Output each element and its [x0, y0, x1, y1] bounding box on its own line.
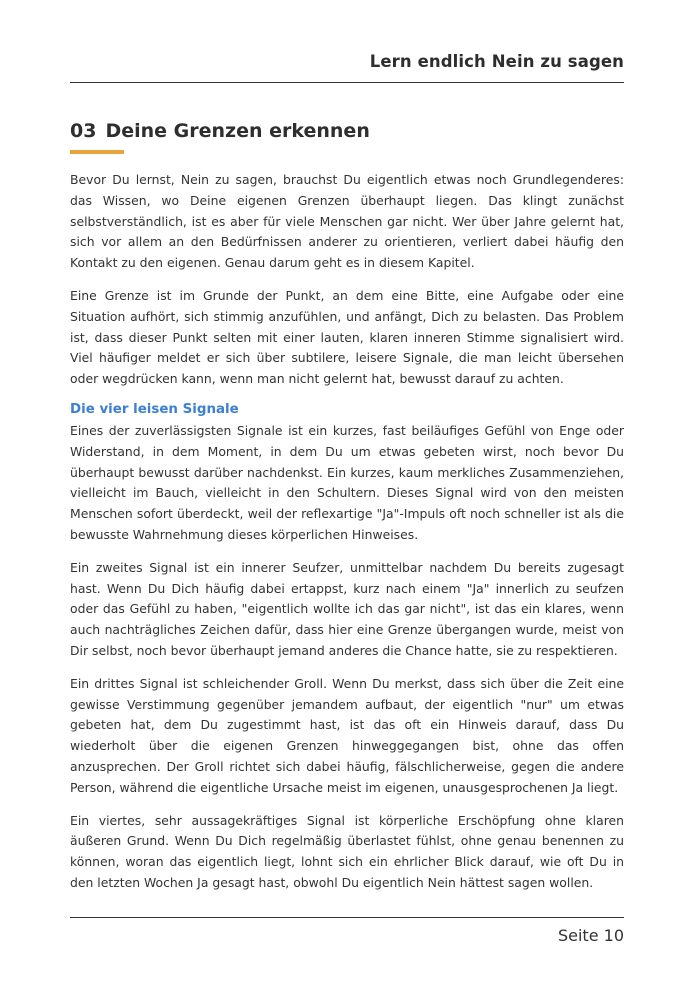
section-heading: Die vier leisen Signale	[70, 401, 239, 417]
chapter-heading	[70, 118, 624, 144]
heading-accent-bar	[70, 150, 124, 154]
intro-paragraph-1: Bevor Du lernst, Nein zu sagen, brauchst Du eigentlich etwas noch Grundlegenderes: das Wissen, wo Deine eigenen Grenzen überhaupt liegen. Das klingt zunächst selbstverständlich, ist es aber für viele Menschen gar nicht. Wer über Jahre gelernt hat, sich vor allem an den Bedürfnissen anderer zu orientieren, verliert dabei häufig den Kontakt zu den eigenen. Genau darum geht es in diesem Kapitel.	[70, 172, 624, 271]
intro-paragraph-2: Eine Grenze ist im Grunde der Punkt, an dem eine Bitte, eine Aufgabe oder eine Situation aufhört, sich stimmig anzufühlen, und anfängt, Dich zu belasten. Das Problem ist, dass dieser Punkt selten mit einer lauten, klaren inneren Stimme signalisiert wird. Viel häufiger meldet er sich über subtilere, leisere Signale, die man leicht übersehen oder wegdrücken kann, wenn man nicht gelernt hat, bewusst darauf zu achten.	[70, 287, 624, 387]
section-paragraph-1: Eines der zuverlässigsten Signale ist ein kurzes, fast beiläufiges Gefühl von Enge oder Widerstand, in dem Moment, in dem Du um etwas gebeten wirst, noch bevor Du überhaupt bewusst darüber nachdenkst. Ein kurzes, kaum merkliches Zusammenziehen, vielleicht im Bauch, vielleicht in den Schultern. Dieses Signal wird von den meisten Menschen sofort überdeckt, weil der reflexartige "Ja"-Impuls oft noch schneller ist als die bewusste Wahrnehmung dieses körperlichen Hinweises.	[70, 422, 624, 542]
page-content	[70, 118, 624, 906]
page-number: Seite 10	[557, 926, 624, 945]
chapter-title: Deine Grenzen erkennen	[105, 120, 370, 142]
book-title: Lern endlich Nein zu sagen	[369, 52, 624, 71]
section-paragraph-2: Ein zweites Signal ist ein innerer Seufzer, unmittelbar nachdem Du bereits zugesagt hast. Wenn Du Dich häufig dabei ertappst, kurz nach einem "Ja" innerlich zu seufzen oder das Gefühl zu haben, "eigentlich wollte ich das gar nicht", ist das ein klares, wenn auch nachträgliches Zeichen dafür, dass hier eine Grenze übergangen wurde, meist von Dir selbst, noch bevor überhaupt jemand anderes die Chance hatte, sie zu respektieren.	[70, 559, 624, 658]
running-header	[70, 50, 624, 83]
section-paragraph-3: Ein drittes Signal ist schleichender Groll. Wenn Du merkst, dass sich über die Zeit eine gewisse Verstimmung gegenüber jemandem aufbaut, der eigentlich "nur" um etwas gebeten hat, dem Du zugestimmt hast, ist das oft ein Hinweis darauf, dass Du wiederholt über die eigenen Grenzen hinweggegangen bist, ohne das offen anzusprechen. Der Groll richtet sich dabei häufig, fälschlicherweise, gegen die andere Person, während die eigentliche Ursache meist im eigenen, unausgesprochenen Ja liegt.	[70, 675, 624, 795]
chapter-number: 03	[70, 120, 97, 142]
section-paragraph-4: Ein viertes, sehr aussagekräftiges Signal ist körperliche Erschöpfung ohne klaren äußeren Grund. Wenn Du Dich regelmäßig überlastet fühlst, ohne genau benennen zu können, woran das eigentlich liegt, lohnt sich ein ehrlicher Blick darauf, wie oft Du in den letzten Wochen Ja gesagt hast, obwohl Du eigentlich Nein hättest sagen wollen.	[70, 812, 624, 890]
page-footer	[70, 917, 624, 948]
